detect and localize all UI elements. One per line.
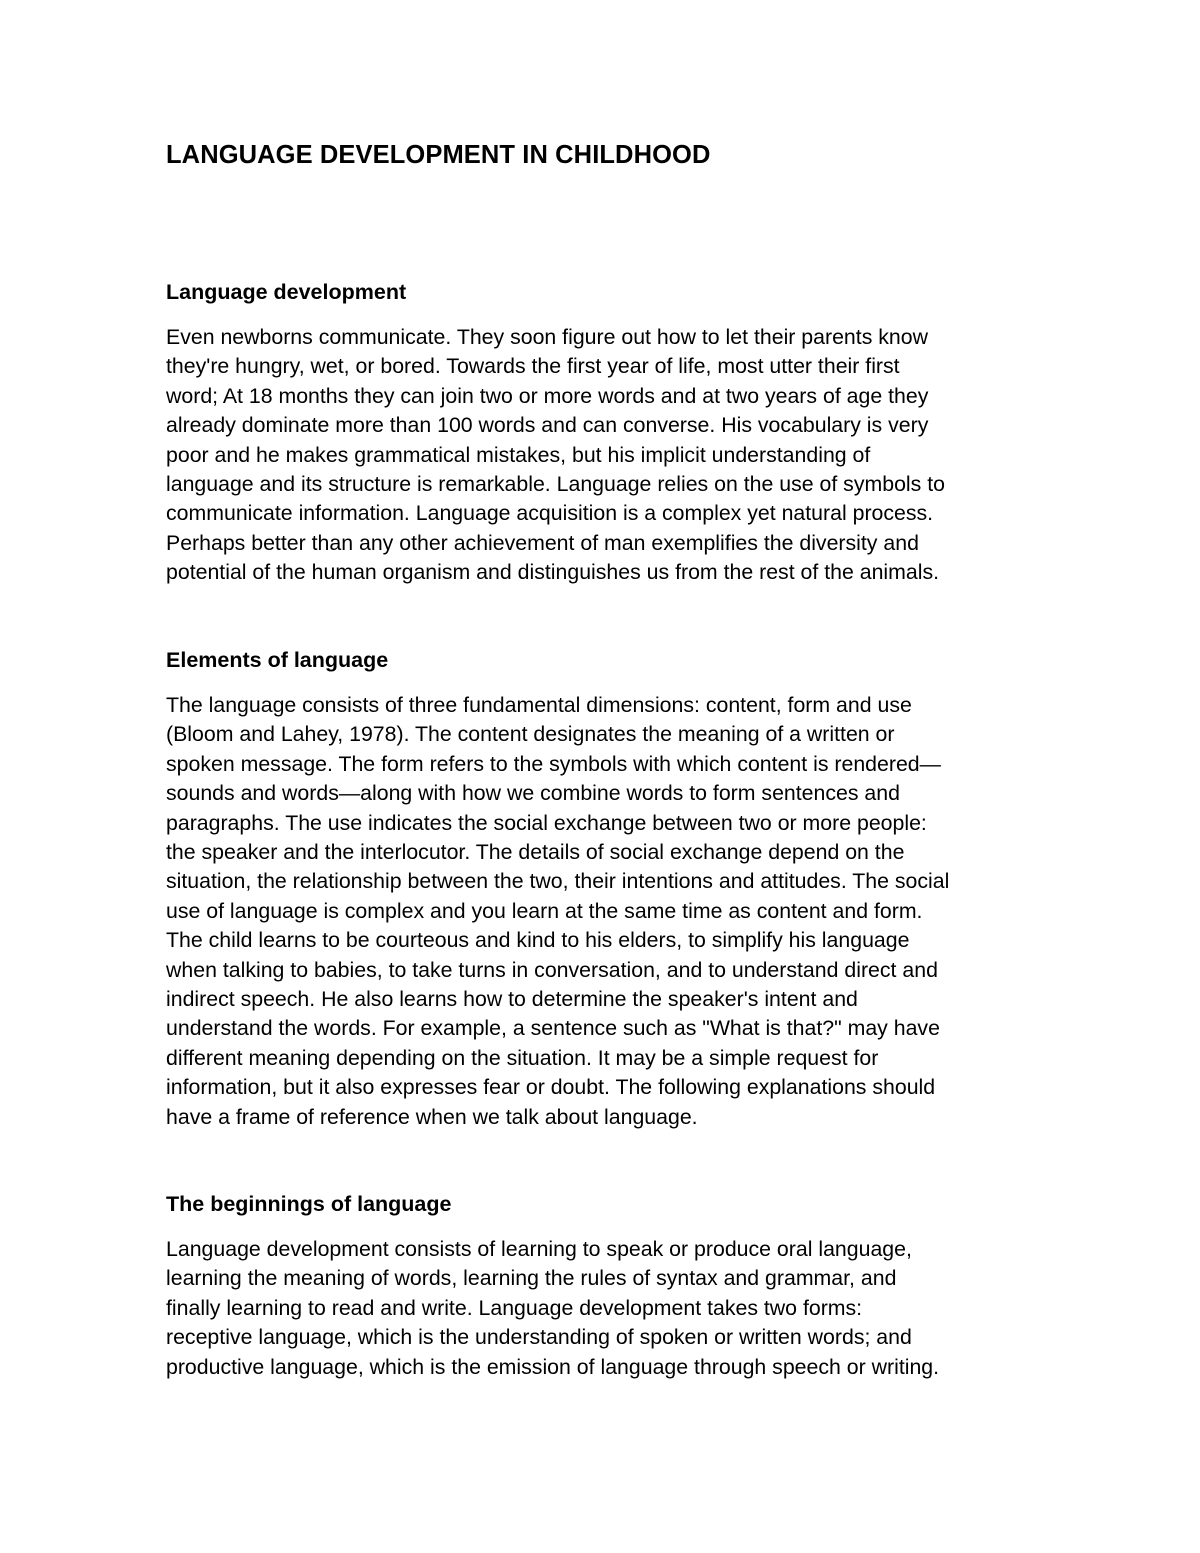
paragraph-line: have a frame of reference when we talk about language.: [166, 1104, 698, 1129]
paragraph-line: use of language is complex and you learn at the same time as content and form.: [166, 898, 923, 923]
document-title: LANGUAGE DEVELOPMENT IN CHILDHOOD: [166, 141, 711, 169]
paragraph-line: potential of the human organism and distinguishes us from the rest of the animals.: [166, 560, 940, 585]
paragraph-line: communicate information. Language acquisition is a complex yet natural process.: [166, 501, 934, 526]
paragraph-line: information, but it also expresses fear or doubt. The following explanations should: [166, 1075, 936, 1100]
paragraph-line: receptive language, which is the understanding of spoken or written words; and: [166, 1325, 912, 1350]
paragraph-line: when talking to babies, to take turns in conversation, and to understand direct and: [166, 957, 938, 982]
paragraph-line: finally learning to read and write. Language development takes two forms:: [166, 1295, 863, 1320]
paragraph-line: (Bloom and Lahey, 1978). The content designates the meaning of a written or: [166, 722, 895, 747]
paragraph-line: productive language, which is the emission of language through speech or writing.: [166, 1354, 940, 1379]
paragraph-line: different meaning depending on the situation. It may be a simple request for: [166, 1045, 879, 1070]
paragraph-line: language and its structure is remarkable. Language relies on the use of symbols to: [166, 472, 945, 497]
section-paragraph-beginnings-of-language: [166, 1235, 1046, 1382]
section-heading-elements-of-language: Elements of language: [166, 648, 389, 672]
paragraph-line: they're hungry, wet, or bored. Towards the first year of life, most utter their first: [166, 354, 900, 379]
paragraph-line: Even newborns communicate. They soon figure out how to let their parents know: [166, 325, 928, 349]
paragraph-line: learning the meaning of words, learning the rules of syntax and grammar, and: [166, 1266, 897, 1291]
paragraph-line: Language development consists of learning to speak or produce oral language,: [166, 1237, 912, 1261]
paragraph-line: already dominate more than 100 words and can converse. His vocabulary is very: [166, 413, 929, 438]
paragraph-line: poor and he makes grammatical mistakes, but his implicit understanding of: [166, 442, 871, 467]
paragraph-line: spoken message. The form refers to the symbols with which content is rendered—: [166, 751, 941, 776]
paragraph-line: indirect speech. He also learns how to determine the speaker's intent and: [166, 987, 858, 1012]
paragraph-line: word; At 18 months they can join two or more words and at two years of age they: [166, 383, 929, 408]
paragraph-line: The language consists of three fundamental dimensions: content, form and use: [166, 693, 912, 717]
paragraph-line: sounds and words—along with how we combine words to form sentences and: [166, 781, 900, 806]
section-paragraph-language-development: [166, 323, 1046, 588]
section-heading-language-development: Language development: [166, 280, 407, 304]
paragraph-line: situation, the relationship between the two, their intentions and attitudes. The social: [166, 869, 950, 894]
paragraph-line: the speaker and the interlocutor. The details of social exchange depend on the: [166, 840, 905, 865]
paragraph-line: The child learns to be courteous and kind to his elders, to simplify his language: [166, 928, 910, 953]
paragraph-line: paragraphs. The use indicates the social exchange between two or more people:: [166, 810, 927, 835]
section-heading-beginnings-of-language: The beginnings of language: [166, 1192, 452, 1216]
section-paragraph-elements-of-language: [166, 691, 1046, 1132]
paragraph-line: understand the words. For example, a sentence such as "What is that?" may have: [166, 1016, 940, 1041]
paragraph-line: Perhaps better than any other achievement of man exemplifies the diversity and: [166, 530, 919, 555]
